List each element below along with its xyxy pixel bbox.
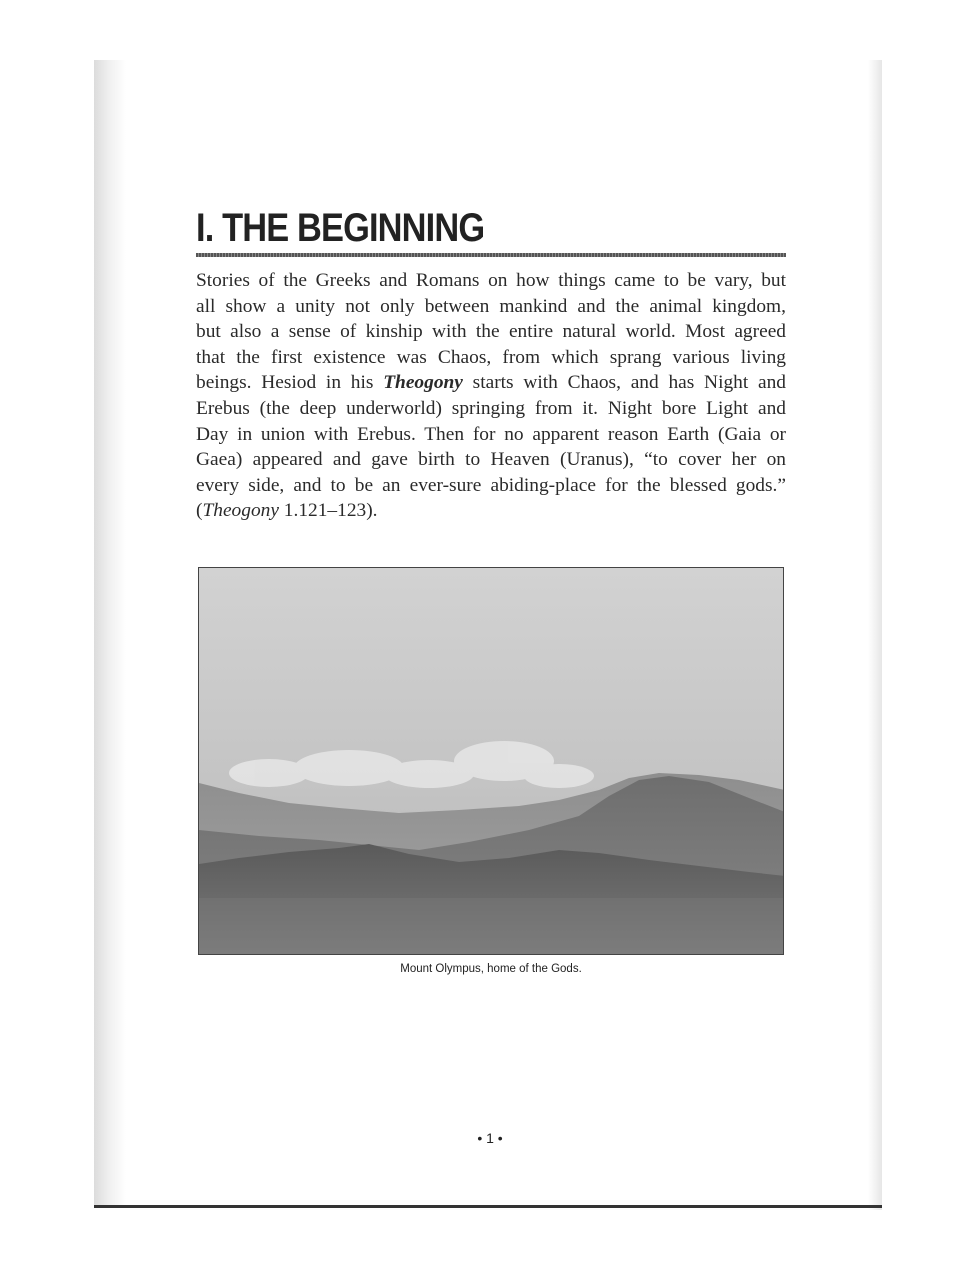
- paragraph-text: starts with Chaos, and has Night and: [462, 372, 786, 394]
- paragraph-line: every side, and to be an ever-sure abiding-place for the blessed gods.”: [196, 474, 786, 496]
- paragraph-line: but also a sense of kinship with the entire natural world. Most agreed: [196, 321, 786, 343]
- work-title-emphasis: Theogony: [383, 372, 463, 394]
- body-paragraph: [196, 268, 786, 524]
- paragraph-line: Stories of the Greeks and Romans on how things came to be vary, but: [196, 270, 786, 291]
- scan-edge-shadow-right: [868, 60, 882, 1210]
- citation-title: Theogony: [202, 500, 279, 522]
- paragraph-line: Day in union with Erebus. Then for no apparent reason Earth (Gaia or: [196, 423, 786, 445]
- citation-line: [196, 498, 786, 524]
- mountain-landscape-image: [199, 568, 784, 955]
- paragraph-line: Gaea) appeared and gave birth to Heaven (Uranus), “to cover her on: [196, 449, 786, 471]
- mountain-photo: [198, 567, 784, 955]
- chapter-heading: I. THE BEGINNING: [196, 206, 485, 250]
- paragraph-text: beings. Hesiod in his: [196, 372, 384, 394]
- paragraph-line: Erebus (the deep underworld) springing from it. Night bore Light and: [196, 397, 786, 419]
- paragraph-line: that the first existence was Chaos, from which sprang various living: [196, 346, 786, 368]
- citation-reference: 1.121–123).: [278, 500, 378, 522]
- paragraph-line: [196, 370, 786, 396]
- heading-rule: [196, 253, 786, 257]
- paragraph-line: all show a unity not only between mankind and the animal kingdom,: [196, 295, 786, 317]
- scan-edge-bottom: [94, 1205, 882, 1208]
- scan-edge-shadow-left: [94, 60, 126, 1208]
- page-number: • 1 •: [477, 1130, 503, 1146]
- citation-open: (: [196, 500, 203, 522]
- figure-caption: Mount Olympus, home of the Gods.: [400, 963, 582, 975]
